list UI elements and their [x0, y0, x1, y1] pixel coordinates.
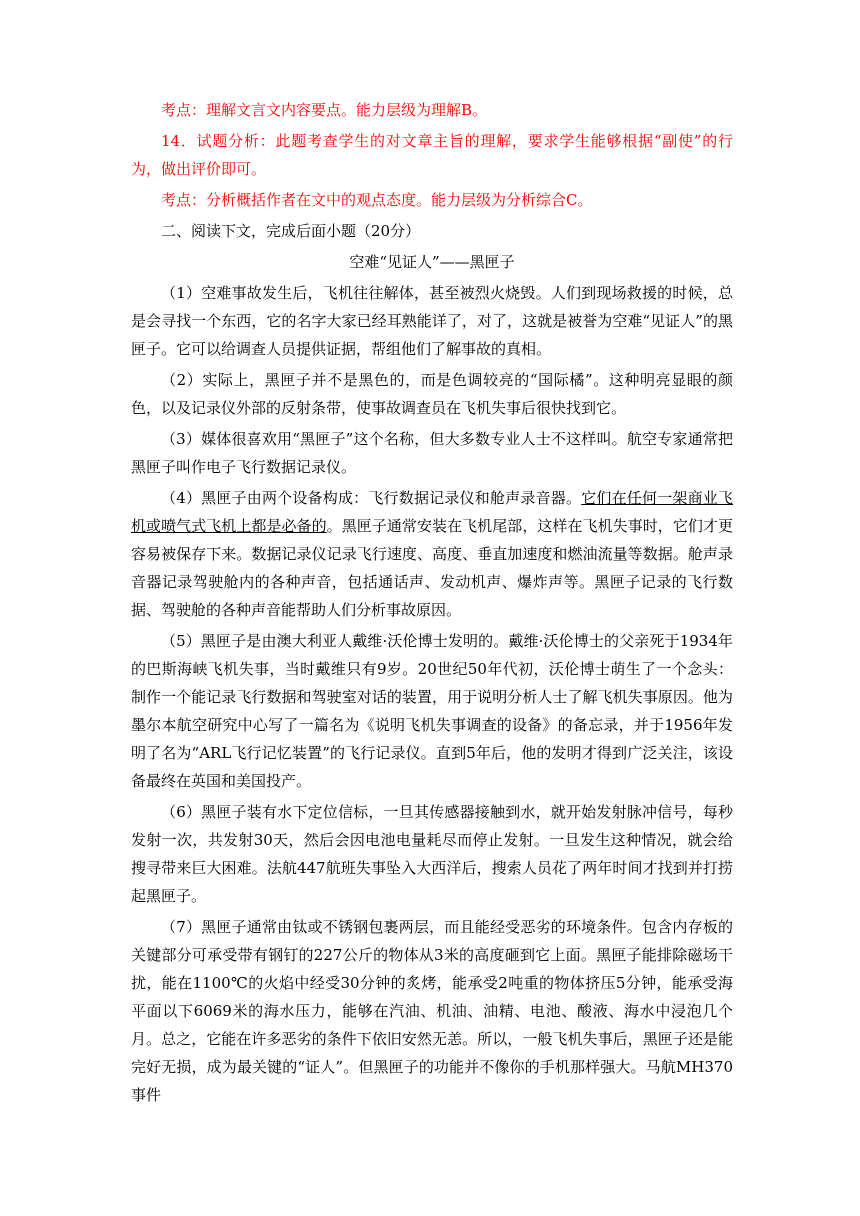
paragraph-7: （7）黑匣子通常由钛或不锈钢包裹两层，而且能经受恶劣的环境条件。包含内存板的关键部分可承受带有钢钉的227公斤的物体从3米的高度砸到它上面。黑匣子能排除磁场干扰，能在1100℃的火焰中经受30分钟的炙烤，能承受2吨重的物体挤压5分钟，能承受海平面以下6069米的海水压力，能够在汽油、机油、油精、电池、酸液、海水中浸泡几个月。总之，它能在许多恶劣的条件下依旧安然无恙。所以，一般飞机失事后，黑匣子还是能完好无损，成为最关键的“证人”。但黑匣子的功能并不像你的手机那样强大。马航MH370事件 — [131, 918, 733, 1104]
paragraph-4-start: （4）黑匣子由两个设备构成：飞行数据记录仪和舱声录音器。 — [161, 489, 582, 507]
paragraph-4-underlined-sentence: 它们在任何一架商业飞机或喷气式飞机上都是必备的 — [131, 489, 733, 535]
answer-14-point: 考点：分析概括作者在文中的观点态度。能力层级为分析综合C。 — [161, 191, 593, 209]
document-page — [131, 96, 733, 1112]
answer-13-point: 考点：理解文言文内容要点。能力层级为理解B。 — [161, 101, 488, 119]
article-title: 空难“见证人”——黑匣子 — [349, 253, 515, 271]
section-heading: 二、阅读下文，完成后面小题（20分） — [161, 222, 421, 240]
answer-14-analysis: 14．试题分析：此题考查学生的对文章主旨的理解，要求学生能够根据“副使”的行为，做出评价即可。 — [131, 132, 733, 178]
paragraph-4-rest: 。黑匣子通常安装在飞机尾部，这样在飞机失事时，它们才更容易被保存下来。数据记录仪记录飞行速度、高度、垂直加速度和燃油流量等数据。舱声录音器记录驾驶舱内的各种声音，包括通话声、发动机声、爆炸声等。黑匣子记录的飞行数据、驾驶舱的各种声音能帮助人们分析事故原因。 — [131, 517, 733, 619]
paragraph-5: （5）黑匣子是由澳大利亚人戴维·沃伦博士发明的。戴维·沃伦博士的父亲死于1934年的巴斯海峡飞机失事，当时戴维只有9岁。20世纪50年代初，沃伦博士萌生了一个念头：制作一个能记录飞行数据和驾驶室对话的装置，用于说明分析人士了解飞机失事原因。他为墨尔本航空研究中心写了一篇名为《说明飞机失事调查的设备》的备忘录，并于1956年发明了名为“ARL飞行记忆装置”的飞行记录仪。直到5年后，他的发明才得到广泛关注，该设备最终在英国和美国投产。 — [131, 632, 733, 790]
paragraph-2: （2）实际上，黑匣子并不是黑色的，而是色调较亮的“国际橘”。这种明亮显眼的颜色，以及记录仪外部的反射条带，使事故调查员在飞机失事后很快找到它。 — [131, 371, 733, 417]
paragraph-3: （3）媒体很喜欢用“黑匣子”这个名称，但大多数专业人士不这样叫。航空专家通常把黑匣子叫作电子飞行数据记录仪。 — [131, 430, 733, 476]
paragraph-6: （6）黑匣子装有水下定位信标，一旦其传感器接触到水，就开始发射脉冲信号，每秒发射一次，共发射30天，然后会因电池电量耗尽而停止发射。一旦发生这种情况，就会给搜寻带来巨大困难。法航447航班失事坠入大西洋后，搜索人员花了两年时间才找到并打捞起黑匣子。 — [131, 803, 733, 905]
paragraph-1: （1）空难事故发生后，飞机往往解体，甚至被烈火烧毁。人们到现场救援的时候，总是会寻找一个东西，它的名字大家已经耳熟能详了，对了，这就是被誉为空难“见证人”的黑匣子。它可以给调查人员提供证据，帮组他们了解事故的真相。 — [131, 284, 733, 358]
paragraph-4 — [131, 484, 733, 624]
